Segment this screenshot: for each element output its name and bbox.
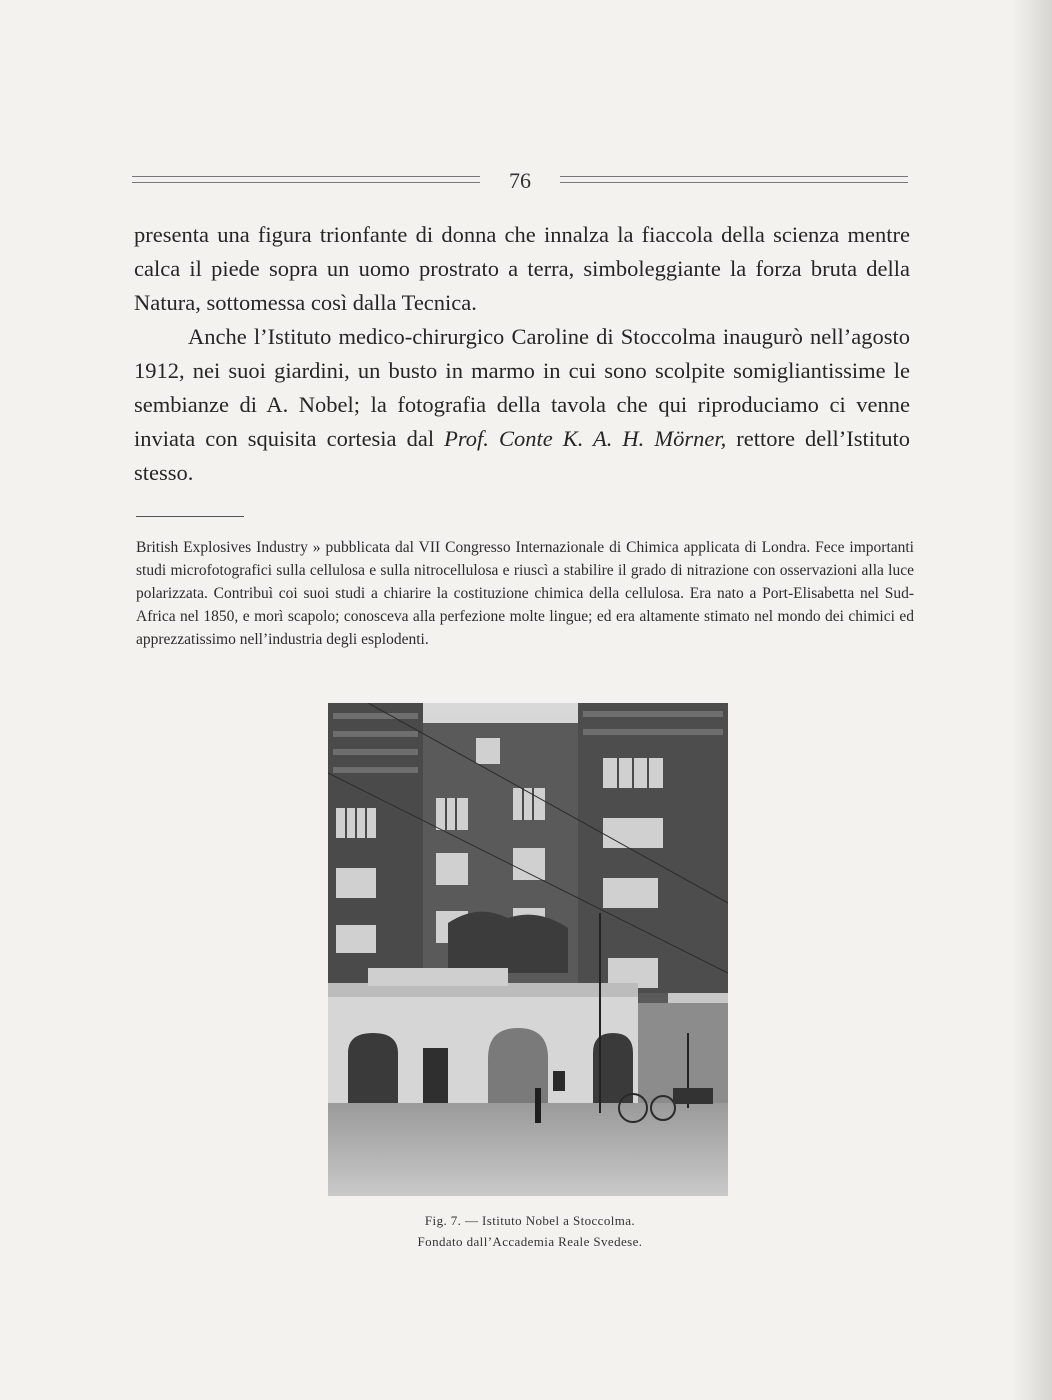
header-rule-right [560, 176, 908, 183]
figure-caption [300, 1210, 760, 1252]
page-edge-shadow [1012, 0, 1052, 1400]
footnote [136, 536, 914, 651]
paragraph-2-italic-name: Prof. Conte K. A. H. Mörner, [444, 426, 727, 451]
footnote-text: British Explosives Industry » pubblicata dal VII Congresso Internazionale di Chimica applicata di Londra. Fece importanti studi microfotografici sulla cellulosa e sulla nitrocellulosa e riuscì a stabilire il grado di nitrazione con osservazioni alla luce polarizzata. Contribuì coi suoi studi a chiarire la costituzione chimica della cellulosa. Era nato a Port-Elisabetta nel Sud-Africa nel 1850, e morì scapolo; conosceva alla perfezione molte lingue; ed era altamente stimato nel mondo dei chimici ed apprezzatissimo nell’industria degli esplodenti. [136, 539, 914, 648]
paragraph-2 [134, 320, 910, 490]
paragraph-2-text: Anche l’Istituto medico-chirurgico Caroline di Stoccolma inaugurò nell’agosto 1912, nei suoi giardini, un busto in marmo in cui sono scolpite somigliantissime le sembianze di A. Nobel; la fotografia della tavola che qui riproduciamo ci venne inviata con squisita cortesia dal [134, 324, 910, 451]
paragraph-1: presenta una figura trionfante di donna che innalza la fiaccola della scienza mentre calca il piede sopra un uomo prostrato a terra, simboleggiante la forza bruta della Natura, sottomessa così dalla Tecnica. [134, 222, 910, 315]
paragraph-2-end: rettore dell’Istituto stesso. [134, 426, 911, 485]
caption-line-2: Fondato dall’Accademia Reale Svedese. [417, 1234, 643, 1249]
body-text [134, 218, 910, 490]
page-header [132, 168, 908, 192]
building-photo-illustration [328, 703, 728, 1196]
header-rule-left [132, 176, 480, 183]
caption-line-1: Fig. 7. — Istituto Nobel a Stoccolma. [424, 1213, 636, 1228]
page-number: 76 [509, 168, 531, 193]
building-photograph [328, 703, 728, 1196]
footnote-rule [136, 516, 244, 517]
